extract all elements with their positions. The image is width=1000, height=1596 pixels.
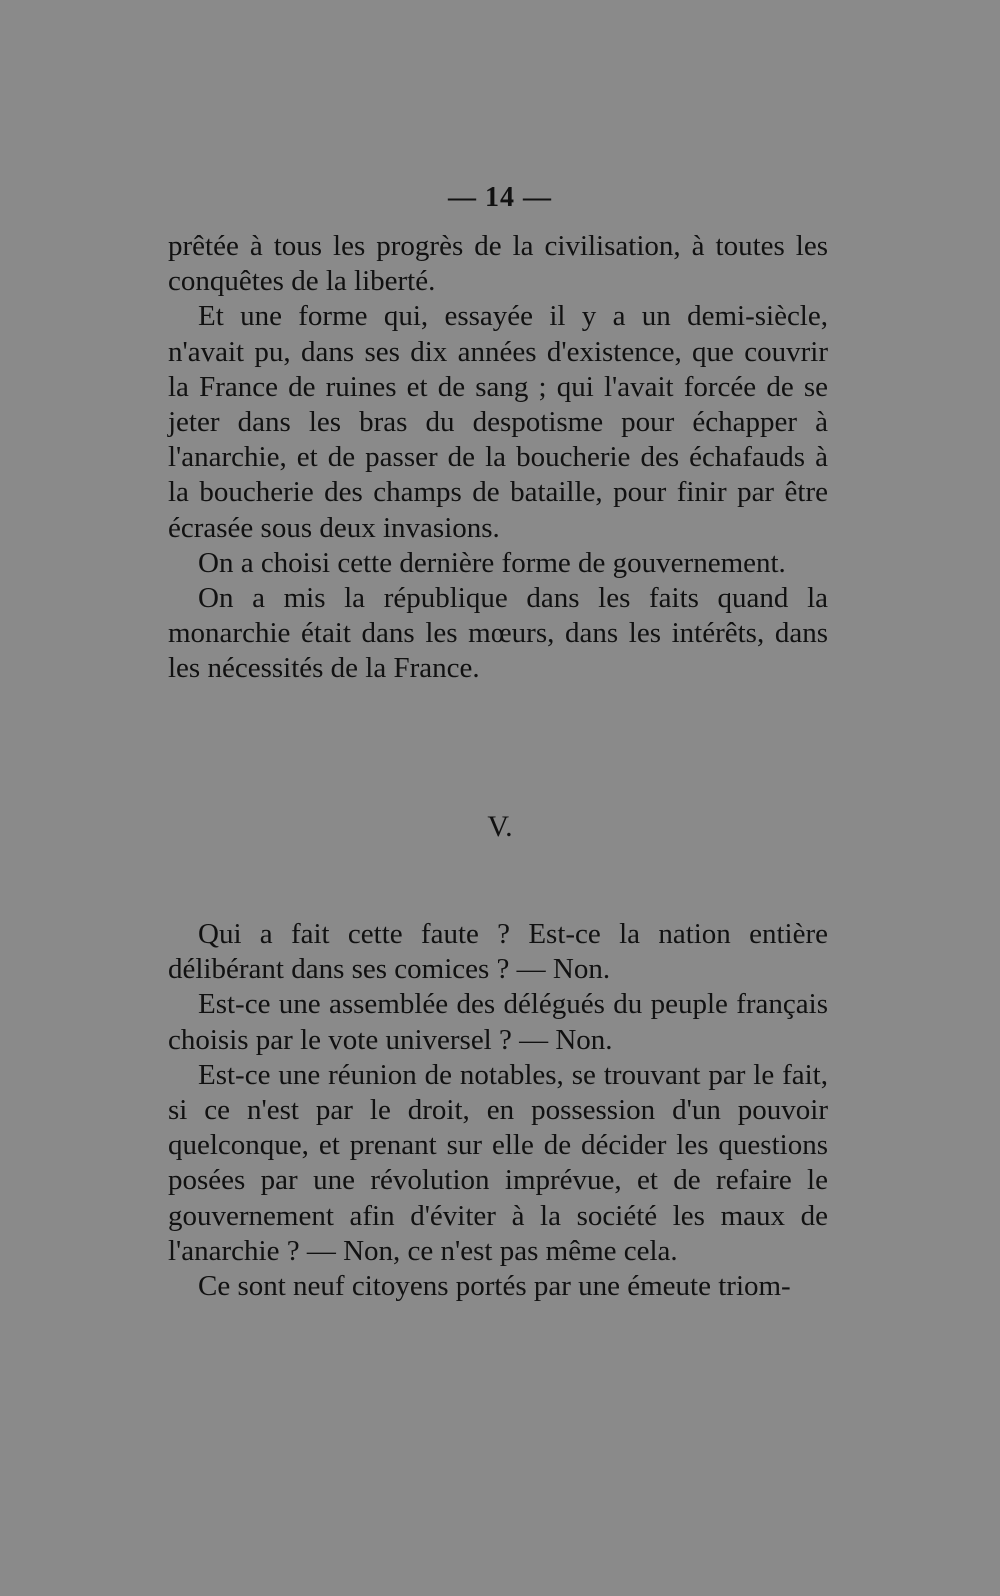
paragraph-continuation: prêtée à tous les progrès de la civilisation, à toutes les conquêtes de la liberté. [168, 230, 828, 298]
paragraph: Et une forme qui, essayée il y a un demi-siècle, n'avait pu, dans ses dix années d'existence, que couvrir la France de ruines et de sang ; qui l'avait forcée de se jeter dans les bras du despotisme pour échapper à l'anarchie, et de passer de la boucherie des échafauds à la boucherie des champs de bataille, pour finir par être écrasée sous deux invasions. [168, 300, 828, 544]
text-block-bottom [168, 917, 828, 1304]
paragraph: Est-ce une assemblée des délégués du peuple français choisis par le vote universel ? — Non. [168, 988, 828, 1056]
paragraph: Ce sont neuf citoyens portés par une émeute triom- [198, 1270, 791, 1303]
paragraph: Qui a fait cette faute ? Est-ce la nation entière délibérant dans ses comices ? — Non. [168, 918, 828, 986]
page-number: — 14 — [448, 182, 552, 213]
text-block-top [168, 229, 828, 687]
section-heading: V. [487, 810, 513, 843]
paragraph: On a choisi cette dernière forme de gouvernement. [198, 546, 786, 579]
paragraph: Est-ce une réunion de notables, se trouvant par le fait, si ce n'est par le droit, en possession d'un pouvoir quelconque, et prenant sur elle de décider les questions posées par une révolution imprévue, et de refaire le gouvernement afin d'éviter à la société les maux de l'anarchie ? — Non, ce n'est pas même cela. [168, 1058, 828, 1267]
paragraph: On a mis la république dans les faits quand la monarchie était dans les mœurs, dans les intérêts, dans les nécessités de la France. [168, 582, 828, 685]
